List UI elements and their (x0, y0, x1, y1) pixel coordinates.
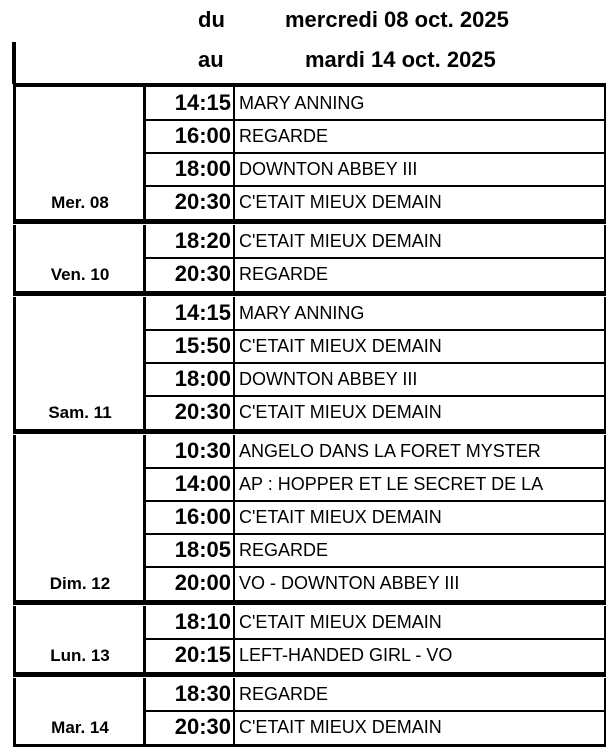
day-separator (13, 291, 606, 296)
row-divider (143, 329, 606, 331)
film-title: ANGELO DANS LA FORET MYSTER (239, 441, 541, 461)
col-line-time (233, 225, 235, 291)
row-divider (143, 185, 606, 187)
film-title: C'ETAIT MIEUX DEMAIN (239, 402, 442, 422)
col-line-right (604, 225, 606, 291)
row-divider (143, 395, 606, 397)
col-line-day (143, 606, 146, 672)
col-line-time (233, 87, 235, 219)
showtime: 14:15 (174, 90, 231, 115)
col-line-day (143, 678, 146, 744)
col-line-day (143, 297, 146, 429)
showtime: 16:00 (174, 504, 231, 529)
showtime: 18:30 (174, 681, 231, 706)
film-title: DOWNTON ABBEY III (239, 159, 418, 179)
row-divider (143, 119, 606, 121)
col-line-left (13, 435, 16, 600)
showtime: 16:00 (174, 123, 231, 148)
row-divider (143, 500, 606, 502)
col-line-right (604, 435, 606, 600)
col-line-right (604, 606, 606, 672)
table-bottom-rule (13, 744, 606, 747)
showtime: 20:30 (174, 261, 231, 286)
au-label: au (198, 47, 224, 72)
film-title: REGARDE (239, 264, 329, 284)
day-label: Dim. 12 (49, 574, 111, 593)
row-divider (143, 638, 606, 640)
film-title: C'ETAIT MIEUX DEMAIN (239, 612, 442, 632)
day-label: Lun. 13 (50, 646, 110, 665)
showtime: 20:00 (174, 570, 231, 595)
film-title: MARY ANNING (239, 93, 365, 113)
col-line-day (143, 435, 146, 600)
film-title: REGARDE (239, 540, 329, 560)
col-line-time (233, 297, 235, 429)
col-line-time (233, 435, 235, 600)
film-title: LEFT-HANDED GIRL - VO (239, 645, 453, 665)
film-title: C'ETAIT MIEUX DEMAIN (239, 717, 442, 737)
end-date: mardi 14 oct. 2025 (305, 47, 496, 72)
col-line-day (143, 225, 146, 291)
film-title: DOWNTON ABBEY III (239, 369, 418, 389)
day-separator (13, 219, 606, 224)
day-label: Mer. 08 (51, 193, 109, 212)
day-separator (13, 672, 606, 677)
day-separator (13, 600, 606, 605)
day-label: Ven. 10 (50, 265, 110, 284)
film-title: VO - DOWNTON ABBEY III (239, 573, 460, 593)
du-label: du (198, 7, 225, 32)
film-title: C'ETAIT MIEUX DEMAIN (239, 231, 442, 251)
row-divider (143, 152, 606, 154)
row-divider (143, 257, 606, 259)
col-line-right (604, 678, 606, 744)
row-divider (143, 533, 606, 535)
film-title: C'ETAIT MIEUX DEMAIN (239, 336, 442, 356)
col-line-time (233, 606, 235, 672)
day-label: Sam. 11 (48, 403, 112, 422)
showtime: 20:15 (174, 642, 231, 667)
day-separator (13, 429, 606, 434)
film-title: MARY ANNING (239, 303, 365, 323)
film-title: REGARDE (239, 126, 329, 146)
showtime: 15:50 (174, 333, 231, 358)
col-line-right (604, 297, 606, 429)
showtime: 18:10 (174, 609, 231, 634)
film-title: C'ETAIT MIEUX DEMAIN (239, 507, 442, 527)
row-divider (143, 362, 606, 364)
showtime: 14:15 (174, 300, 231, 325)
showtime: 20:30 (174, 189, 231, 214)
col-line-time (233, 678, 235, 744)
col-line-left (13, 87, 16, 219)
showtime: 18:05 (174, 537, 231, 562)
showtime: 20:30 (174, 399, 231, 424)
col-line-left (13, 297, 16, 429)
row-divider (143, 710, 606, 712)
showtime: 18:20 (174, 228, 231, 253)
row-divider (143, 566, 606, 568)
row-divider (143, 467, 606, 469)
showtime: 18:00 (174, 366, 231, 391)
showtime: 20:30 (174, 714, 231, 739)
col-line-left (13, 678, 16, 744)
film-title: C'ETAIT MIEUX DEMAIN (239, 192, 442, 212)
col-line-left (13, 606, 16, 672)
showtime: 14:00 (174, 471, 231, 496)
col-line-day (143, 87, 146, 219)
showtime: 10:30 (174, 438, 231, 463)
start-date: mercredi 08 oct. 2025 (285, 7, 509, 32)
header-left-rule (12, 42, 16, 84)
film-title: AP : HOPPER ET LE SECRET DE LA (239, 474, 544, 494)
day-label: Mar. 14 (51, 718, 109, 737)
showtime: 18:00 (174, 156, 231, 181)
col-line-left (13, 225, 16, 291)
film-title: REGARDE (239, 684, 329, 704)
col-line-right (604, 87, 606, 219)
